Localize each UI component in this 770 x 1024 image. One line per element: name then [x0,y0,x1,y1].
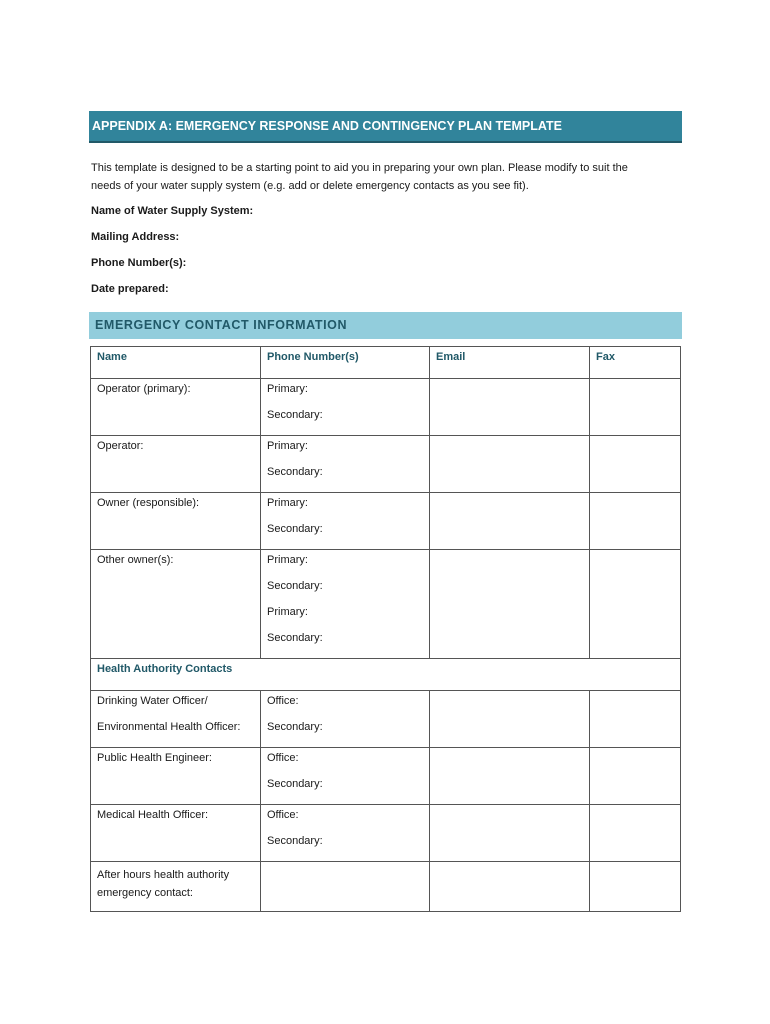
cell-text: Medical Health Officer: [97,809,209,821]
email-cell[interactable] [430,379,590,436]
phone-cell[interactable] [261,436,430,493]
table-row [91,436,681,493]
phone-cell[interactable] [261,493,430,550]
fax-cell[interactable] [590,379,681,436]
row-label-medical-health-officer [91,805,261,862]
secondary-label: Secondary: [267,835,323,847]
office-label: Office: [267,809,299,821]
office-label: Office: [267,752,299,764]
header-email: Email [430,347,590,379]
header-phone: Phone Number(s) [261,347,430,379]
mailing-address-label: Mailing Address: [91,231,180,243]
health-authority-heading: Health Authority Contacts [91,659,681,691]
row-label-owner [91,493,261,550]
email-cell[interactable] [430,493,590,550]
phone-cell[interactable] [261,862,430,912]
cell-text: Other owner(s): [97,554,174,566]
secondary-label: Secondary: [267,523,323,535]
table-row [91,493,681,550]
primary-label: Primary: [267,383,308,395]
primary-label: Primary: [267,497,308,509]
table-row [91,379,681,436]
secondary-label: Secondary: [267,580,323,592]
row-label-operator-primary [91,379,261,436]
cell-text: emergency contact: [97,887,193,899]
header-fax: Fax [590,347,681,379]
intro-line-1: This template is designed to be a starting point to aid you in preparing your own plan. Please modify to suit the [91,162,628,174]
secondary-label: Secondary: [267,632,323,644]
office-label: Office: [267,695,299,707]
intro-paragraph [91,159,681,195]
cell-text: Operator (primary): [97,383,191,395]
phone-cell[interactable] [261,550,430,659]
table-row [91,550,681,659]
email-cell[interactable] [430,862,590,912]
water-system-name-label: Name of Water Supply System: [91,205,254,217]
cell-text: Operator: [97,440,144,452]
primary-label: Primary: [267,606,308,618]
secondary-label: Secondary: [267,778,323,790]
fax-cell[interactable] [590,436,681,493]
table-row [91,691,681,748]
cell-text: After hours health authority [97,869,230,881]
fax-cell[interactable] [590,748,681,805]
emergency-contact-table [90,346,681,912]
secondary-label: Secondary: [267,409,323,421]
secondary-label: Secondary: [267,721,323,733]
cell-text: Owner (responsible): [97,497,200,509]
date-prepared-label: Date prepared: [91,283,169,295]
table-header-row [91,347,681,379]
cell-text: Public Health Engineer: [97,752,212,764]
table-row [91,862,681,912]
email-cell[interactable] [430,691,590,748]
appendix-title-banner: APPENDIX A: EMERGENCY RESPONSE AND CONTINGENCY PLAN TEMPLATE [89,111,682,143]
fax-cell[interactable] [590,805,681,862]
fax-cell[interactable] [590,550,681,659]
emergency-contact-section-title: EMERGENCY CONTACT INFORMATION [89,312,682,339]
fax-cell[interactable] [590,493,681,550]
email-cell[interactable] [430,436,590,493]
fax-cell[interactable] [590,862,681,912]
header-name: Name [91,347,261,379]
phone-cell[interactable] [261,748,430,805]
email-cell[interactable] [430,805,590,862]
phone-cell[interactable] [261,805,430,862]
phone-cell[interactable] [261,379,430,436]
row-label-drinking-water-officer [91,691,261,748]
row-label-other-owners [91,550,261,659]
phone-cell[interactable] [261,691,430,748]
health-authority-heading-row [91,659,681,691]
primary-label: Primary: [267,440,308,452]
row-label-operator [91,436,261,493]
row-label-public-health-engineer [91,748,261,805]
email-cell[interactable] [430,748,590,805]
phone-numbers-label: Phone Number(s): [91,257,187,269]
cell-text: Drinking Water Officer/ [97,695,208,707]
table-row [91,748,681,805]
table-row [91,805,681,862]
fax-cell[interactable] [590,691,681,748]
secondary-label: Secondary: [267,466,323,478]
primary-label: Primary: [267,554,308,566]
email-cell[interactable] [430,550,590,659]
cell-text: Environmental Health Officer: [97,721,241,733]
row-label-after-hours-contact [91,862,261,912]
intro-line-2: needs of your water supply system (e.g. add or delete emergency contacts as you see fit). [91,180,529,192]
